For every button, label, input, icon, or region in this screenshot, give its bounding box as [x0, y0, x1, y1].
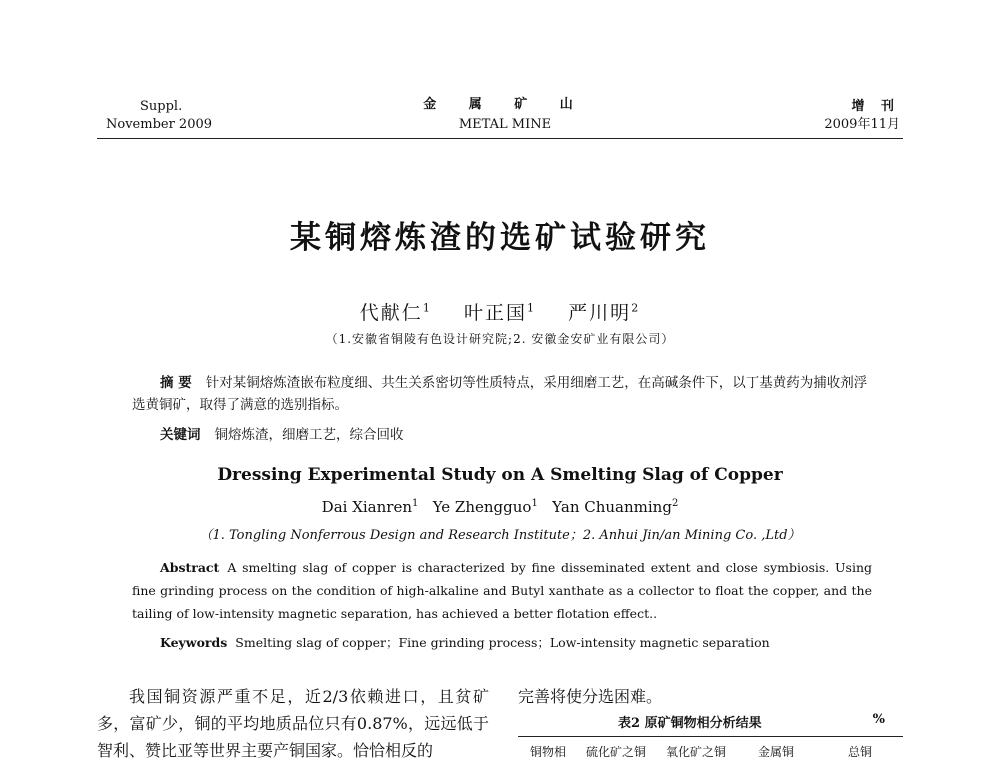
author-zh-3: 严川明$^2$	[568, 301, 641, 324]
author-en-1: Dai Xianren$^1$	[321, 498, 419, 516]
table2-header-cell: 硫化矿之铜	[586, 745, 647, 759]
keywords-en-label: Keywords	[160, 635, 228, 650]
abstract-zh-text: 针对某铜熔炼渣嵌布粒度细、共生关系密切等性质特点，采用细磨工艺，在高碱条件下，以丁基黄药为捕收剂浮选黄铜矿，取得了满意的选别指标。	[132, 375, 868, 413]
journal-title-zh: 金 属 矿 山	[423, 97, 587, 112]
abstract-en-text: A smelting slag of copper is characterized by fine disseminated extent and close symbiosis. Using fine grinding process on the condition of high-alkaline and Butyl xanthate as a collector to float the copper, and the tailing of low-intensity magnetic separation, has achieved a better flotation effect..	[132, 560, 872, 621]
author-zh-1: 代献仁$^1$	[359, 301, 432, 324]
keywords-en	[160, 633, 770, 651]
table2-unit: %	[872, 712, 885, 727]
authors-en	[0, 498, 1000, 516]
header-rule	[97, 138, 903, 139]
table2-header-cell: 铜物相	[530, 745, 567, 759]
abstract-en-label: Abstract	[160, 560, 220, 575]
keywords-en-text: Smelting slag of copper；Fine grinding process；Low-intensity magnetic separation	[235, 635, 770, 650]
body-text-right: 完善将使分选困难。	[518, 687, 663, 706]
header-left-line1: Suppl.	[140, 99, 183, 114]
table2-title: 表2 原矿铜物相分析结果	[618, 716, 762, 731]
authors-zh	[0, 298, 1000, 325]
keywords-zh-text: 铜熔炼渣，细磨工艺，综合回收	[214, 427, 404, 443]
abstract-en	[132, 556, 872, 625]
paper-title-zh: 某铜熔炼渣的选矿试验研究	[290, 220, 710, 256]
abstract-zh	[132, 372, 872, 416]
table2-header-cell: 氧化矿之铜	[666, 745, 727, 759]
header-left-line2: November 2009	[106, 117, 213, 132]
author-en-2: Ye Zhengguo$^1$	[432, 498, 538, 516]
header-right-line1: 增 刊	[851, 99, 900, 114]
abstract-zh-label: 摘 要	[160, 375, 192, 391]
keywords-zh	[160, 424, 860, 446]
journal-title-en: METAL MINE	[458, 117, 552, 132]
body-text-left: 我国铜资源严重不足，近2/3依赖进口，且贫矿多，富矿少，铜的平均地质品位只有0.87%，远远低于智利、赞比亚等世界主要产铜国家。恰恰相反的	[97, 687, 489, 760]
keywords-zh-label: 关键词	[160, 427, 201, 443]
author-zh-2: 叶正国$^1$	[463, 301, 536, 324]
author-en-3: Yan Chuanming$^2$	[552, 498, 679, 516]
table2-header-cell: 金属铜	[758, 745, 795, 759]
table2-top-rule	[518, 736, 903, 737]
table2-caption	[518, 712, 903, 732]
table2-header-cell: 总铜	[848, 745, 873, 759]
header-right-line2: 2009年11月	[824, 117, 900, 132]
affiliation-zh: （1.安徽省铜陵有色设计研究院;2. 安徽金安矿业有限公司）	[325, 332, 675, 346]
affiliation-en: （1. Tongling Nonferrous Design and Research Institute；2. Anhui Jin/an Mining Co. ,Ltd）	[199, 528, 801, 543]
paper-title-en: Dressing Experimental Study on A Smelting Slag of Copper	[217, 465, 783, 485]
